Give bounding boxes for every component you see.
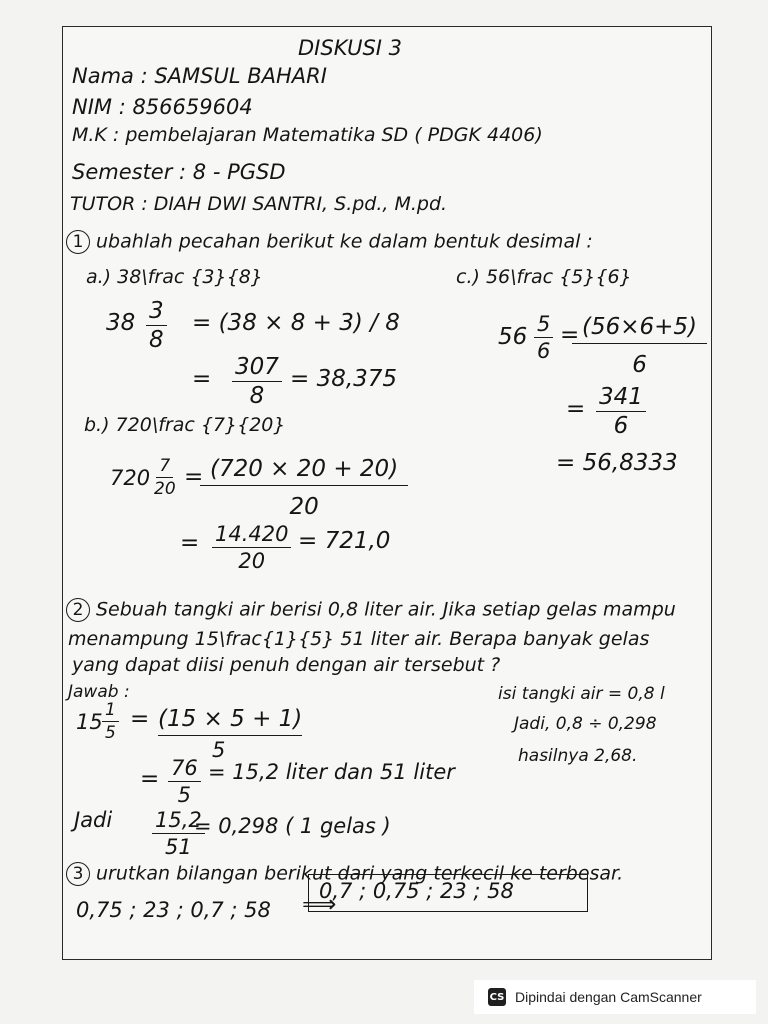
student-name: Nama : SAMSUL BAHARI [72,64,327,88]
q2-whole: 15 [76,710,103,734]
q1b-result: = 721,0 [298,528,391,554]
q3-arrow: ⟹ [302,890,337,918]
q1b-fraction-step2 [212,524,291,572]
q1c-label: c.) 56\frac {5}{6} [456,266,632,288]
q2-equals: = [130,706,150,732]
q3-answer-box [308,874,588,912]
q1a-step2-denominator: 8 [249,383,265,409]
q1c-equals-2: = [566,396,586,422]
q1b-fraction-step1 [200,458,408,519]
camscanner-watermark [474,980,756,1014]
q1b-label: b.) 720\frac {7}{20} [84,414,286,436]
q1b-step1-denominator: 20 [289,494,319,520]
q1a-step2-numerator: 307 [232,356,282,382]
q2-step2-denominator: 5 [177,783,192,807]
q2-jadi: Jadi [74,808,113,832]
q2-line1-text: Sebuah tangki air berisi 0,8 liter air. Jika setiap gelas mampu [96,598,676,621]
q2-jadi-numerator: 15,2 [152,810,205,834]
q1-prompt-text: ubahlah pecahan berikut ke dalam bentuk desimal : [96,230,593,253]
q2-side-note-1: isi tangki air = 0,8 l [498,684,665,704]
q2-step2-rest: = 15,2 liter dan 51 liter [208,760,455,784]
q2-side-note-3: hasilnya 2,68. [518,746,638,766]
q2-denominator: 5 [105,723,116,743]
q2-numerator: 1 [102,702,119,722]
q1b-fraction [154,458,176,498]
q1c-equals: = [560,322,580,348]
q3-prompt-text: urutkan bilangan berikut dari yang terkecil ke terbesar. [96,862,624,885]
q1b-whole: 720 [110,466,151,490]
q1b-denominator: 20 [154,479,176,499]
q2-step1: (15 × 5 + 1) [158,708,302,736]
q1a-equals: = [192,366,212,392]
q2-number-circle: 2 [66,598,90,622]
camscanner-text: Dipindai dengan CamScanner [515,989,702,1005]
q2-line3: yang dapat diisi penuh dengan air tersebut ? [72,654,501,676]
q2-jadi-rest: = 0,298 ( 1 gelas ) [194,814,391,838]
q1a-fraction [146,300,167,352]
q2-step1-denominator: 5 [212,738,226,762]
q2-jadi-denominator: 51 [165,835,192,859]
q1a-label: a.) 38\frac {3}{8} [86,266,263,288]
q1a-whole: 38 [106,310,136,336]
q2-fraction-step2 [168,758,201,806]
q3-numbers: 0,75 ; 23 ; 0,7 ; 58 [76,898,271,922]
q1-number-circle: 1 [66,230,90,254]
q1b-numerator: 7 [156,458,173,478]
q2-fraction [102,702,119,742]
q3-answer: 0,7 ; 0,75 ; 23 ; 58 [319,879,514,903]
q1c-numerator: 5 [534,314,553,338]
course-name: M.K : pembelajaran Matematika SD ( PDGK 4406) [72,124,543,146]
q1c-result: = 56,8333 [556,450,678,476]
q2-equals-2: = [140,766,160,792]
q1b-step2-denominator: 20 [238,549,266,573]
q2-side-note-2: Jadi, 0,8 ÷ 0,298 [514,714,657,734]
q1c-step2-numerator: 341 [596,386,646,412]
document-title: DISKUSI 3 [298,36,403,60]
q1c-step1-numerator: (56×6+5) [572,316,707,344]
q2-line2: menampung 15\frac{1}{5} 51 liter air. Berapa banyak gelas [68,628,650,650]
q1c-fraction [534,314,553,362]
q3-number-circle: 3 [66,862,90,886]
q2-jawab: Jawab : [68,682,130,702]
semester: Semester : 8 - PGSD [72,160,286,184]
q1a-denominator: 8 [149,327,164,353]
q1c-step2-denominator: 6 [613,413,629,439]
q1-prompt [66,230,593,254]
q1a-fraction-step2 [232,356,282,408]
q1a-result: = 38,375 [290,366,398,392]
tutor: TUTOR : DIAH DWI SANTRI, S.pd., M.pd. [70,193,448,215]
q1b-equals: = [184,464,204,490]
q1c-step1-denominator: 6 [632,352,647,378]
q1b-equals-2: = [180,530,200,556]
camscanner-logo: CS [488,988,506,1006]
q2-step2-numerator: 76 [168,758,201,782]
q1c-denominator: 6 [537,339,551,363]
student-nim: NIM : 856659604 [72,95,253,119]
q2-line1 [66,598,676,622]
q1b-step1-numerator: (720 × 20 + 20) [200,458,408,486]
q1c-whole: 56 [498,324,528,350]
q1a-numerator: 3 [146,300,167,326]
q1b-step2-numerator: 14.420 [212,524,291,548]
q1a-step1: = (38 × 8 + 3) / 8 [192,310,400,336]
q1c-fraction-step1 [572,316,707,377]
q1c-fraction-step2 [596,386,646,438]
